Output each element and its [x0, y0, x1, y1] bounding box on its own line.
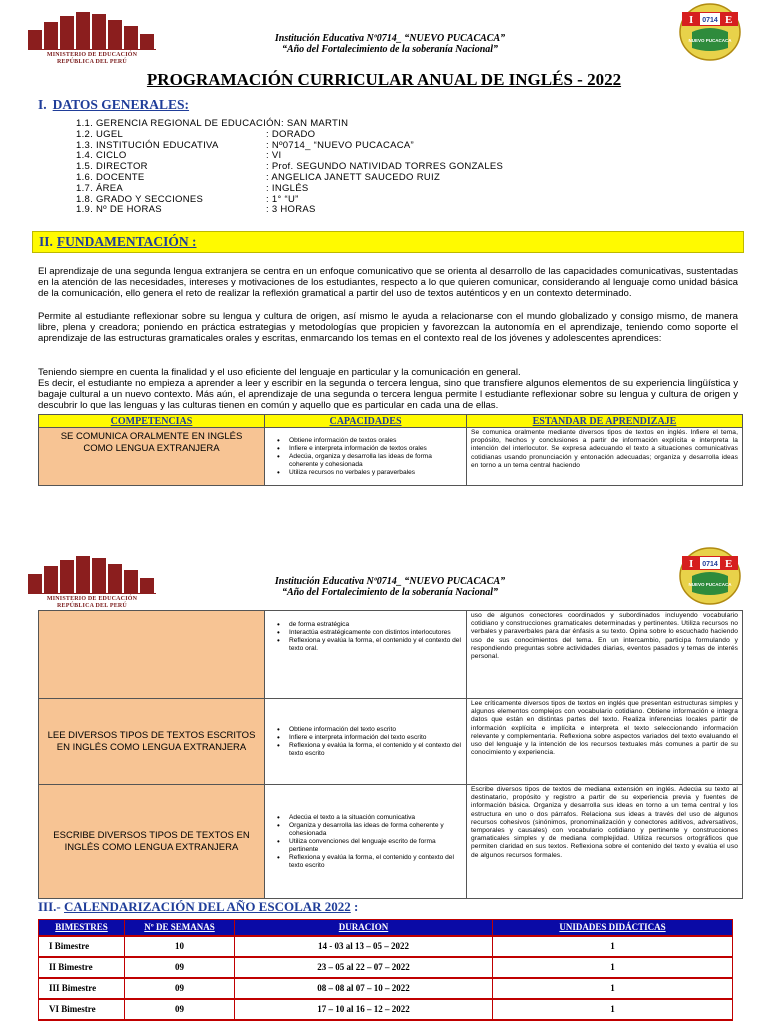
duracion-cell: 17 – 10 al 16 – 12 – 2022: [235, 999, 493, 1020]
column-header-estandar: ESTANDAR DE APRENDIZAJE: [467, 415, 743, 428]
capacidad-item: • Obtiene información de textos orales: [277, 437, 462, 445]
datos-generales-list: [76, 119, 503, 216]
calendar-table: [38, 919, 733, 1021]
section-label: CALENDARIZACIÓN DEL AÑO ESCOLAR 2022: [64, 899, 351, 914]
capacidad-item: • Reflexiona y evalúa la forma, el contenido y el contexto del texto escrito: [277, 742, 462, 758]
capacidad-item: • de forma estratégica: [277, 621, 462, 629]
column-header-semanas: Nº DE SEMANAS: [125, 920, 235, 936]
ministry-bars-icon: [22, 554, 162, 594]
ministry-logo: [22, 10, 162, 68]
table-row: [39, 699, 743, 785]
datos-value: : 1° “U”: [266, 193, 299, 205]
fundamentacion-paragraph: Permite al estudiante reflexionar sobre su lengua y cultura de origen, así mismo le ayuda a relacionarse con el mundo globalizado y consigo mismo, de manera libre, plena y creadora; poniendo en práctica estrategias y metodologías que propicien y favorezcan la autonomía en el aprendizaje, teniendo como soporte el aprendizaje de las estructuras gramaticales orales y escritas, enmarcando los temas en el contexto real de los jóvenes y adolescentes aprendices:: [38, 311, 738, 345]
estandar-cell: uso de algunos conectores coordinados y subordinados incluyendo vocabulario cotidiano y construcciones gramaticales determinadas y pertinentes. Utiliza recursos no verbales y paraverbales para dar énfasis a su texto. Opina sobre lo escuchado haciendo uso de sus conocimientos del tema. En un intercambio, participa formulando y respondiendo preguntas sobre actividades diarias, eventos pasados y temas de interés personal.: [467, 611, 743, 699]
column-header-bimestres: BIMESTRES: [39, 920, 125, 936]
section-suffix: :: [350, 899, 359, 914]
datos-key: 1.8. GRADO Y SECCIONES: [76, 193, 204, 205]
unidades-cell: 1: [493, 936, 733, 957]
semanas-cell: 09: [125, 978, 235, 999]
unidades-cell: 1: [493, 999, 733, 1020]
datos-key: 1.7. ÁREA: [76, 182, 124, 194]
badge-letter-i: I: [689, 14, 694, 26]
section-number: II.: [39, 234, 53, 249]
capacidades-cell: [265, 699, 467, 785]
column-header-duracion: DURACION: [235, 920, 493, 936]
bimestre-cell: II Bimestre: [39, 957, 125, 978]
table-row: [39, 999, 733, 1020]
capacidad-item: • Reflexiona y evalúa la forma, el contenido y contexto del texto escrito: [277, 854, 462, 870]
datos-value: : Nº0714_ “NUEVO PUCACACA”: [266, 139, 415, 151]
semanas-cell: 10: [125, 936, 235, 957]
ministry-logo: [22, 554, 162, 612]
capacidades-cell: [265, 428, 467, 486]
institution-name: Institución Educativa Nº0714_ “NUEVO PUCACACA”: [274, 33, 506, 44]
datos-row: [76, 141, 503, 152]
badge-letter-e: E: [725, 558, 733, 570]
badge-number: 0714: [702, 17, 718, 24]
table-row: [39, 428, 743, 486]
column-header-capacidades: CAPACIDADES: [265, 415, 467, 428]
capacidad-item: • Obtiene información del texto escrito: [277, 726, 462, 734]
ministry-name: MINISTERIO DE EDUCACIÓN: [46, 52, 138, 58]
table-row: [39, 936, 733, 957]
fundamentacion-paragraph: El aprendizaje de una segunda lengua extranjera se centra en un enfoque comunicativo que se orienta al desarrollo de las capacidades comunicativas, sustentadas en la atención de las necesidades, intereses y motivaciones de los estudiantes, respecto a lo que quieren comunicar, considerando al lenguaje como unidad básica de la comunicación, ello genera el reto de realizar la reflexión gramatical a partir del uso de textos auténticos y en un contexto determinado.: [38, 266, 738, 300]
datos-value: : VI: [266, 150, 282, 162]
estandar-cell: Se comunica oralmente mediante diversos tipos de textos en inglés. Infiere el tema, propósito, hechos y conclusiones a partir de información explícita e interpreta la intención del interlocutor. Se expresa adecuando el texto a situaciones comunicativas cotidianas usando pronunciación y entonación adecuadas; organiza y desarrolla ideas en torno a un tema central haciendo: [467, 428, 743, 486]
ministry-country: REPÚBLICA DEL PERÚ: [57, 59, 127, 65]
capacidades-cell: [265, 611, 467, 699]
datos-value: : ANGELICA JANETT SAUCEDO RUIZ: [266, 171, 441, 183]
badge-number: 0714: [702, 561, 718, 568]
ministry-name: MINISTERIO DE EDUCACIÓN: [46, 596, 138, 602]
badge-letter-e: E: [725, 14, 733, 26]
datos-row: [76, 184, 503, 195]
section-label: FUNDAMENTACIÓN :: [56, 234, 197, 249]
duracion-cell: 14 - 03 al 13 – 05 – 2022: [235, 936, 493, 957]
bimestre-cell: VI Bimestre: [39, 999, 125, 1020]
table-row: [39, 785, 743, 899]
page-gap: [0, 492, 768, 540]
datos-value: : Prof. SEGUNDO NATIVIDAD TORRES GONZALES: [266, 161, 504, 173]
year-motto: “Año del Fortalecimiento de la soberanía Nacional”: [281, 587, 499, 598]
fundamentacion-paragraph: Teniendo siempre en cuenta la finalidad y el uso eficiente del lenguaje en particular y la comunicación en general.: [38, 367, 521, 378]
competencia-cell: SE COMUNICA ORALMENTE EN INGLÉS COMO LENGUA EXTRANJERA: [39, 428, 265, 486]
capacidad-item: • Infiere e interpreta información del texto escrito: [277, 734, 462, 742]
ministry-bars-icon: [22, 10, 162, 50]
capacidad-item: • Adecúa, organiza y desarrolla las ideas de forma coherente y cohesionada: [277, 453, 462, 469]
unidades-cell: 1: [493, 978, 733, 999]
datos-value: : DORADO: [266, 128, 316, 140]
capacidades-cell: [265, 785, 467, 899]
document-page-1: [0, 0, 768, 492]
school-badge-icon: [678, 2, 742, 62]
competencia-cell: LEE DIVERSOS TIPOS DE TEXTOS ESCRITOS EN INGLÉS COMO LENGUA EXTRANJERA: [39, 699, 265, 785]
datos-row: [76, 130, 503, 141]
capacidad-item: • Reflexiona y evalúa la forma, el contenido y el contexto del texto oral.: [277, 637, 462, 653]
competencia-cell: ESCRIBE DIVERSOS TIPOS DE TEXTOS EN INGLÉS COMO LENGUA EXTRANJERA: [39, 785, 265, 899]
competencias-table-continued: [38, 610, 743, 899]
semanas-cell: 09: [125, 999, 235, 1020]
year-motto: “Año del Fortalecimiento de la soberanía Nacional”: [281, 44, 499, 55]
capacidad-item: • Organiza y desarrolla las ideas de forma coherente y cohesionada: [277, 822, 462, 838]
duracion-cell: 08 – 08 al 07 – 10 – 2022: [235, 978, 493, 999]
capacidad-item: • Utiliza recursos no verbales y paraverbales: [277, 469, 462, 477]
datos-value: : INGLÉS: [266, 182, 309, 194]
estandar-cell: Lee críticamente diversos tipos de textos en inglés que presentan estructuras simples y algunos elementos complejos con vocabulario cotidiano. Obtiene información e integra datos que están en distintas partes del texto. Realiza inferencias locales partir de información explícita e implícita e interpreta el texto seleccionando información relevante y complementaria. Reflexiona sobre aspectos variados del texto evaluando el uso del lenguaje y la intención de los recursos textuales más comunes a partir de su conocimiento y experiencia.: [467, 699, 743, 785]
datos-row: [76, 205, 503, 216]
section-number: III.-: [38, 899, 61, 914]
column-header-competencias: COMPETENCIAS: [39, 415, 265, 428]
capacidad-item: • Infiere e interpreta información de textos orales: [277, 445, 462, 453]
semanas-cell: 09: [125, 957, 235, 978]
bimestre-cell: I Bimestre: [39, 936, 125, 957]
competencias-table: [38, 414, 743, 486]
competencia-cell-empty: [39, 611, 265, 699]
badge-school-name: NUEVO PUCACACA: [688, 38, 732, 43]
fundamentacion-paragraph: Es decir, el estudiante no empieza a aprender a leer y escribir en la segunda o tercera lengua, sino que transfiere algunos elementos de su experiencia lingüística y bagaje cultural a un nuevo contexto. Más aún, el aprendizaje de una segunda o tercera lengua permite l estudiante reflexionar sobre su lengua y cultura de origen y descubrir lo que las lenguas y las culturas tienen en común y aquello que es particular en cada una de ellas.: [38, 378, 738, 412]
datos-key: 1.6. DOCENTE: [76, 171, 145, 183]
school-badge-icon: [678, 546, 742, 606]
column-header-unidades: UNIDADES DIDÁCTICAS: [493, 920, 733, 936]
section-fundamentacion-heading: [32, 231, 744, 253]
datos-key: 1.5. DIRECTOR: [76, 161, 148, 173]
capacidad-item: • Interactúa estratégicamente con distintos interlocutores: [277, 629, 462, 637]
datos-key: 1.3. INSTITUCIÓN EDUCATIVA: [76, 139, 219, 151]
page-title: PROGRAMACIÓN CURRICULAR ANUAL DE INGLÉS - 2022: [146, 70, 622, 89]
datos-value: : 3 HORAS: [266, 204, 316, 216]
capacidad-item: • Utiliza convenciones del lenguaje escrito de forma pertinente: [277, 838, 462, 854]
datos-key: 1.4. CICLO: [76, 150, 127, 162]
ministry-country: REPÚBLICA DEL PERÚ: [57, 603, 127, 609]
institution-name: Institución Educativa Nº0714_ “NUEVO PUCACACA”: [274, 576, 506, 587]
duracion-cell: 23 – 05 al 22 – 07 – 2022: [235, 957, 493, 978]
section-number: I.: [38, 97, 47, 112]
table-row: [39, 611, 743, 699]
section-label: DATOS GENERALES:: [52, 97, 190, 112]
capacidad-item: • Adecúa el texto a la situación comunicativa: [277, 814, 462, 822]
table-row: [39, 978, 733, 999]
section-calendarizacion-heading: [38, 899, 358, 915]
datos-key: 1.9. Nº DE HORAS: [76, 204, 162, 216]
estandar-cell: Escribe diversos tipos de textos de mediana extensión en inglés. Adecúa su texto al destinatario, propósito y registro a partir de su experiencia previa y fuentes de información básica. Organiza y desarrolla sus ideas en torno a un tema central y los estructura en uno o dos párrafos. Relaciona sus ideas a través del uso de algunos recursos cohesivos (sinónimos, pronominalización y conectores aditivos, adversativos, temporales y causales) con vocabulario cotidiano y pertinente y construcciones gramaticales simples y de mediana complejidad. Utiliza recursos ortográficos que permiten claridad en sus textos. Reflexiona sobre el contenido del texto y evalúa el uso de algunos recursos formales.: [467, 785, 743, 899]
unidades-cell: 1: [493, 957, 733, 978]
badge-school-name: NUEVO PUCACACA: [688, 582, 732, 587]
section-datos-generales-heading: [38, 97, 189, 113]
table-row: [39, 957, 733, 978]
bimestre-cell: III Bimestre: [39, 978, 125, 999]
badge-letter-i: I: [689, 558, 694, 570]
datos-key: 1.1. GERENCIA REGIONAL DE EDUCACIÓN: SAN MARTIN: [76, 118, 349, 129]
datos-key: 1.2. UGEL: [76, 128, 124, 140]
